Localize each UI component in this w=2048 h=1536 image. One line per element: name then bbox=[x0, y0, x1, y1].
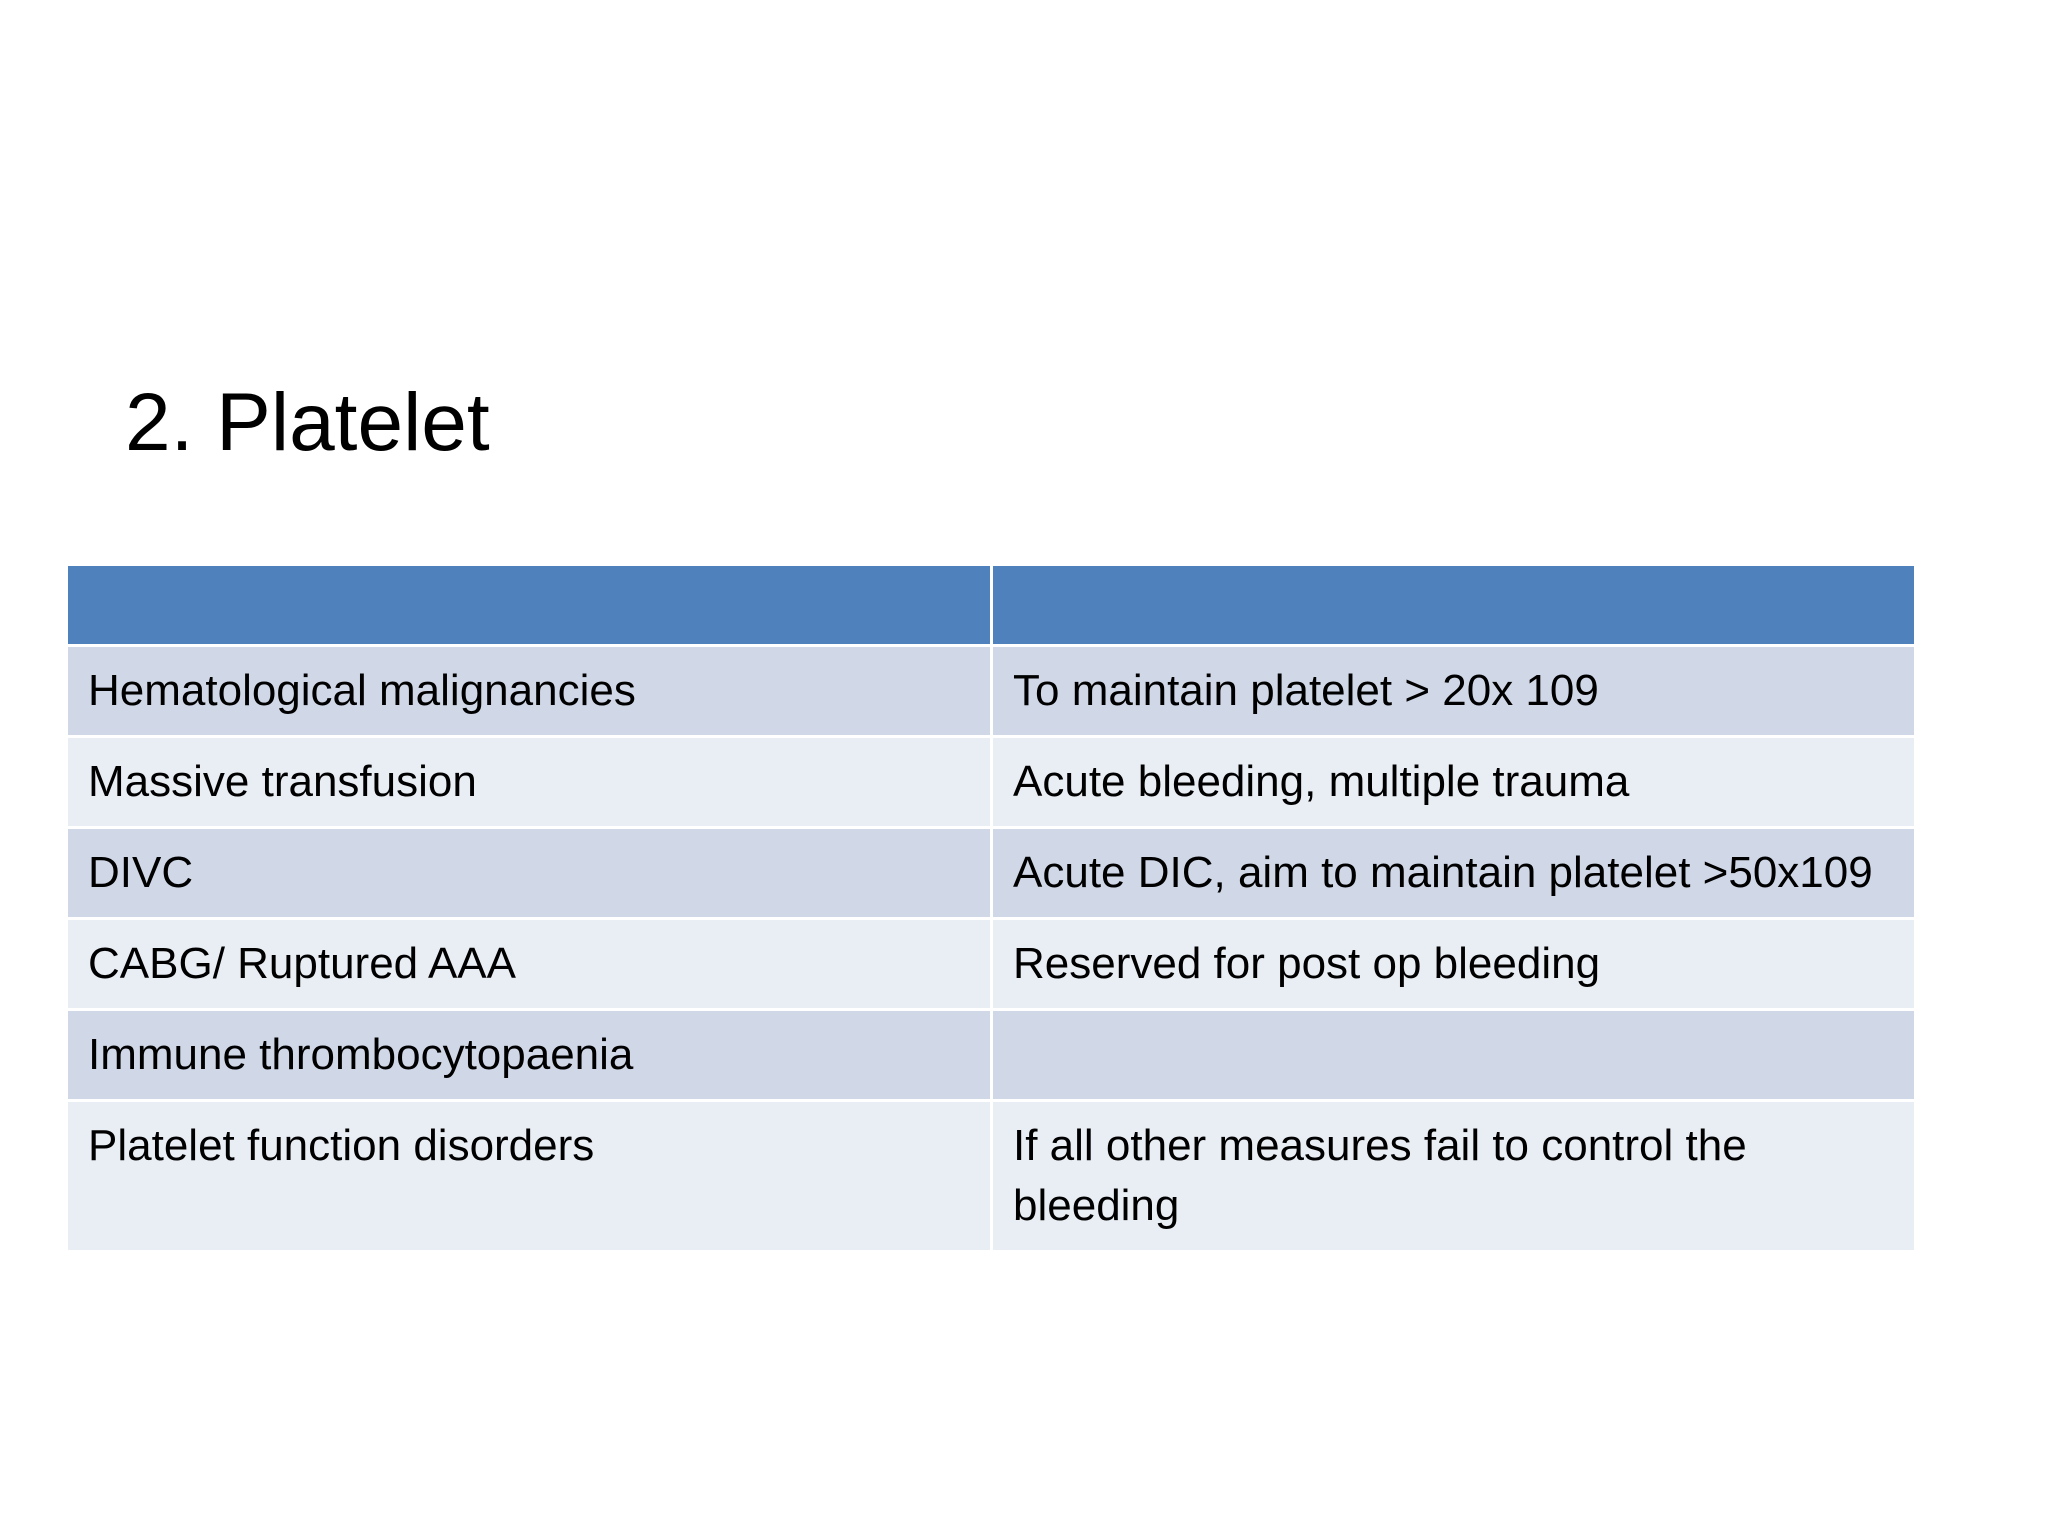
condition-cell: Massive transfusion bbox=[67, 737, 992, 828]
table-row bbox=[67, 919, 1916, 1010]
indication-cell bbox=[992, 1010, 1916, 1101]
indication-cell: If all other measures fail to control the bleeding bbox=[992, 1101, 1916, 1252]
table-row bbox=[67, 1010, 1916, 1101]
indication-cell: To maintain platelet > 20x 109 bbox=[992, 646, 1916, 737]
table-body bbox=[67, 646, 1916, 1252]
condition-cell: Immune thrombocytopaenia bbox=[67, 1010, 992, 1101]
indication-cell: Acute bleeding, multiple trauma bbox=[992, 737, 1916, 828]
table-header-cell bbox=[67, 565, 992, 646]
table-row bbox=[67, 737, 1916, 828]
table-header-row bbox=[67, 565, 1916, 646]
table-header-cell bbox=[992, 565, 1916, 646]
condition-cell: CABG/ Ruptured AAA bbox=[67, 919, 992, 1010]
table-header bbox=[67, 565, 1916, 646]
condition-cell: DIVC bbox=[67, 828, 992, 919]
condition-cell: Platelet function disorders bbox=[67, 1101, 992, 1252]
table-row bbox=[67, 646, 1916, 737]
indication-cell: Reserved for post op bleeding bbox=[992, 919, 1916, 1010]
indication-cell: Acute DIC, aim to maintain platelet >50x109 bbox=[992, 828, 1916, 919]
table-row bbox=[67, 828, 1916, 919]
table-row bbox=[67, 1101, 1916, 1252]
slide-title: 2. Platelet bbox=[125, 377, 490, 468]
condition-cell: Hematological malignancies bbox=[67, 646, 992, 737]
platelet-indications-table bbox=[65, 563, 1917, 1253]
